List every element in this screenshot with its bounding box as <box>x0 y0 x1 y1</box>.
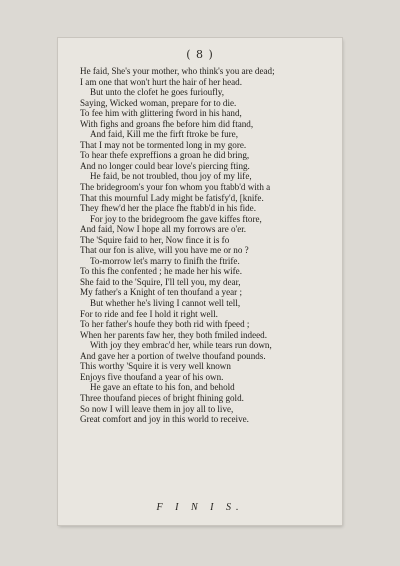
poem-line: To-morrow let's marry to finifh the ftrife. <box>90 255 240 266</box>
poem-line: And no longer could bear love's piercing fting. <box>80 160 250 171</box>
ballad-text <box>80 66 342 425</box>
poem-line: So now I will leave them in joy all to live, <box>80 403 234 414</box>
poem-line: The bridegroom's your fon whom you ftabb'd with a <box>80 182 271 193</box>
poem-line: The 'Squire faid to her, Now fince it is fo <box>80 234 230 245</box>
poem-line: Enjoys five thoufand a year of his own. <box>80 371 224 382</box>
poem-line: Saying, Wicked woman, prepare for to die. <box>80 97 237 108</box>
poem-line: My father's a Knight of ten thoufand a year ; <box>80 287 242 298</box>
poem-line: But whether he's living I cannot well tell, <box>90 298 241 309</box>
poem-line: And faid, Kill me the firft ftroke be fure, <box>90 129 238 140</box>
poem-line: That this mournful Lady might be fatisfy'd, [knife. <box>80 192 264 203</box>
poem-line: But unto the clofet he goes furioufly, <box>90 87 225 98</box>
book-page <box>58 38 342 525</box>
poem-line: I am one that won't hurt the hair of her head. <box>80 76 242 87</box>
poem-line: Three thoufand pieces of bright fhining gold. <box>80 392 244 403</box>
poem-line: This worthy 'Squire it is very well known <box>80 361 231 372</box>
poem-line: For joy to the bridegroom fhe gave kiffes ftore, <box>90 213 262 224</box>
poem-line: She faid to the 'Squire, I'll tell you, my dear, <box>80 276 241 287</box>
poem-line: With fighs and groans fhe before him did ftand, <box>80 118 254 129</box>
poem-line: Great comfort and joy in this world to receive. <box>80 414 249 425</box>
poem-line: With joy they embrac'd her, while tears run down, <box>90 340 272 351</box>
poem-line: He gave an eftate to his fon, and behold <box>90 382 235 393</box>
poem-line: He faid, be not troubled, thou joy of my life, <box>90 171 252 182</box>
poem-line: That I may not be tormented long in my gore. <box>80 139 247 150</box>
poem-line: To her father's houfe they both rid with fpeed ; <box>80 319 250 330</box>
poem-line: And gave her a portion of twelve thoufand pounds. <box>80 350 266 361</box>
poem-line: And faid, Now I hope all my forrows are o'er. <box>80 224 247 235</box>
poem-line: They fhew'd her the place fhe ftabb'd in his fide. <box>80 203 256 214</box>
poem-line: For to ride and fee I hold it right well. <box>80 308 218 319</box>
poem-line: He faid, She's your mother, who think's you are dead; <box>80 66 275 76</box>
poem-line: To fee him with glittering fword in his hand, <box>80 108 242 119</box>
finis-label: F I N I S. <box>156 502 244 513</box>
poem-line: To this fhe confented ; he made her his wife. <box>80 266 242 277</box>
page-number: ( 8 ) <box>186 48 214 61</box>
poem-line: To hear thefe expreffions a groan he did bring, <box>80 150 250 161</box>
poem-line: When her parents faw her, they both fmiled indeed. <box>80 329 267 340</box>
poem-line: That our fon is alive, will you have me or no ? <box>80 245 249 256</box>
